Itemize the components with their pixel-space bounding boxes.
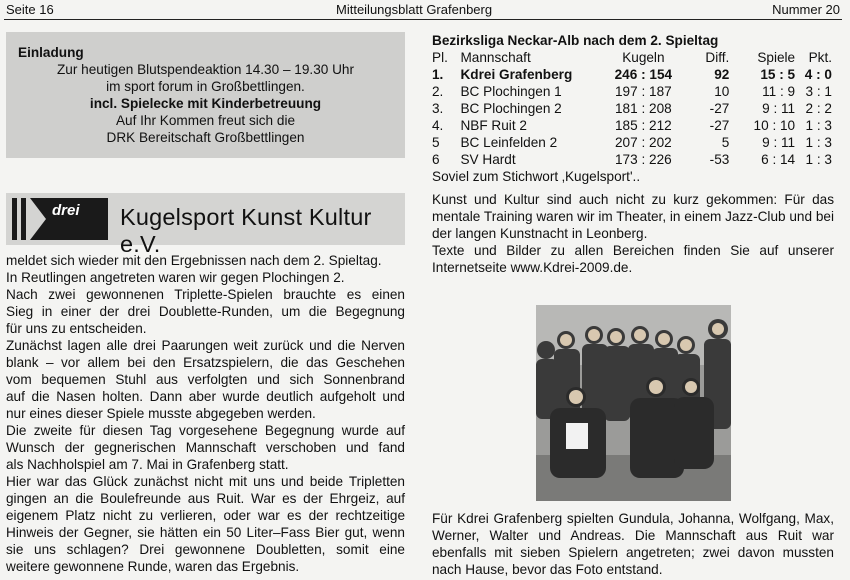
table-cell: 1 : 3 [805, 152, 832, 167]
text-line: Die zweite für diesen Tag vorgesehene Begegnung wurde auf [6, 423, 405, 438]
club-logo [12, 198, 108, 240]
table-cell: 173 : 226 [615, 152, 672, 167]
text-line: auf die Nasen holten. Dann aber wurde deutlich aufgeholt und [6, 389, 405, 404]
club-banner [6, 193, 405, 257]
page-header [6, 2, 840, 18]
table-cell: SV Hardt [460, 152, 516, 167]
table-row [432, 134, 832, 151]
table-cell: 185 : 212 [615, 118, 672, 133]
table-cell: 2. [432, 84, 444, 99]
paragraph: Kunst und Kultur sind auch nicht zu kurz gekommen: Für das mentale Training waren wir im Theater, in einem Jazz-Club und bei der langen Kunstnacht in Leonberg. [432, 192, 834, 241]
svg-text:drei: drei [52, 202, 80, 219]
table-cell: 207 : 202 [615, 135, 672, 150]
text-line: sie uns schlagen? Drei gewonnene Doubletten, somit eine [6, 542, 405, 557]
table-cell: 10 [714, 84, 730, 99]
league-note: Soviel zum Stichwort ‚Kugelsport'.. [432, 169, 641, 184]
table-cell: BC Plochingen 1 [460, 84, 562, 99]
table-cell: -27 [709, 101, 730, 116]
text-line: eigenem Platz nicht zu verlieren, oder war es der rechtzeitige [6, 508, 405, 523]
club-name: Kugelsport Kunst Kultur e.V. [120, 204, 372, 257]
caption-text: Für Kdrei Grafenberg spielten Gundula, Johanna, Wolfgang, Max, Werner, Walter und Andreas. Die Mannschaft aus Ruit war ebenfalls mit sieben Spielern angetreten; zwei davon mussten nach Hause, bevor das Foto entstand. [432, 511, 834, 577]
team-photo [536, 305, 731, 501]
header-rule [4, 19, 842, 20]
table-cell: 3. [432, 101, 444, 116]
table-row [432, 83, 832, 100]
table-cell: 5 [432, 135, 440, 150]
table-header-row [432, 49, 832, 66]
text-line: für uns zu entscheiden. [6, 321, 147, 336]
table-cell: 9 : 11 [762, 135, 796, 150]
table-cell: 15 : 5 [760, 67, 796, 82]
table-row [432, 117, 832, 134]
column-header: Mannschaft [460, 50, 531, 65]
invitation-line: Auf Ihr Kommen freut sich die [115, 113, 296, 128]
table-cell: 9 : 11 [762, 101, 796, 116]
paragraph: Texte und Bilder zu allen Bereichen finden Sie auf unserer Internetseite www.Kdrei-2009.de. [432, 243, 834, 275]
text-line: blank – vor allem bei den Ersatzspielern, die das Geschehen [6, 355, 405, 370]
text-line: weitere gewonnene Runde, waren das Ergebnis. [6, 559, 300, 574]
table-cell: 4 : 0 [804, 67, 832, 82]
text-line: Sieg in einer der drei Doublette-Runden, um die Begegnung [6, 304, 405, 319]
publication-title: Mitteilungsblatt Grafenberg [336, 2, 493, 17]
table-cell: 181 : 208 [615, 101, 672, 116]
issue-number: Nummer 20 [772, 2, 840, 17]
photo-caption [432, 510, 834, 578]
table-cell: 5 [721, 135, 730, 150]
text-line: als Nachholspiel am 7. Mai in Grafenberg statt. [6, 457, 289, 472]
table-cell: 3 : 1 [805, 84, 832, 99]
table-cell: 4. [432, 118, 444, 133]
invitation-line: Zur heutigen Blutspendeaktion 14.30 – 19.30 Uhr [56, 62, 354, 77]
league-title: Bezirksliga Neckar-Alb nach dem 2. Spieltag [432, 33, 719, 48]
text-line: In Reutlingen angetreten waren wir gegen Plochingen 2. [6, 270, 345, 285]
league-table-section [432, 32, 832, 185]
league-table [432, 49, 832, 168]
text-line: Zunächst lagen alle drei Paarungen weit zurück und die Nerven [6, 338, 405, 353]
table-cell: -27 [709, 118, 730, 133]
column-header: Kugeln [622, 50, 665, 65]
text-line: Hier war das Glück zunächst nicht mit uns und beide Tripletten [6, 474, 405, 489]
page-number: Seite 16 [6, 2, 54, 17]
text-line: Wunsch der gegnerischen Mannschaft verschoben und fand [6, 440, 405, 455]
table-cell: 6 [432, 152, 440, 167]
table-cell: 1 : 3 [805, 118, 832, 133]
table-cell: 2 : 2 [805, 101, 832, 116]
column-header: Pkt. [808, 50, 832, 65]
invitation-box [6, 32, 405, 158]
text-line: Hinweis der Gegner, sie hätten ein 50 Liter–Fass Bier gut, wenn [6, 525, 405, 540]
table-row [432, 66, 832, 83]
article-left [6, 252, 405, 575]
text-line: meldet sich wieder mit den Ergebnissen nach dem 2. Spieltag. [6, 253, 382, 268]
invitation-title: Einladung [18, 45, 84, 60]
article-right [432, 191, 834, 276]
table-cell: 1. [432, 67, 444, 82]
table-cell: BC Plochingen 2 [460, 101, 562, 116]
table-cell: 6 : 14 [761, 152, 796, 167]
table-cell: 92 [714, 67, 730, 82]
table-cell: Kdrei Grafenberg [460, 67, 573, 82]
column-header: Diff. [705, 50, 730, 65]
table-cell: 197 : 187 [615, 84, 672, 99]
invitation-line: incl. Spielecke mit Kinderbetreuung [89, 96, 322, 111]
table-row [432, 151, 832, 168]
table-row [432, 100, 832, 117]
table-cell: 1 : 3 [805, 135, 832, 150]
table-cell: -53 [709, 152, 730, 167]
table-cell: 10 : 10 [753, 118, 796, 133]
text-line: nur eines dieser Spiele musste abgegeben werden. [6, 406, 316, 421]
table-cell: 11 : 9 [762, 84, 796, 99]
text-line: Nach zwei gewonnenen Triplette-Spielen brauchte es einen [6, 287, 405, 302]
table-cell: NBF Ruit 2 [460, 118, 527, 133]
team-photo-image [536, 305, 731, 501]
table-cell: BC Leinfelden 2 [460, 135, 558, 150]
invitation-line: im sport forum in Großbettlingen. [106, 79, 305, 94]
column-header: Spiele [757, 50, 796, 65]
text-line: vom bequemen Stuhl aus verfolgten und sich Sonnenbrand [6, 372, 405, 387]
invitation-line: DRK Bereitschaft Großbettlingen [106, 130, 305, 145]
table-cell: 246 : 154 [614, 67, 673, 82]
column-header: Pl. [432, 50, 448, 65]
text-line: gingen an die Boulefreunde aus Ruit. War es der Ehrgeiz, auf [6, 491, 405, 506]
